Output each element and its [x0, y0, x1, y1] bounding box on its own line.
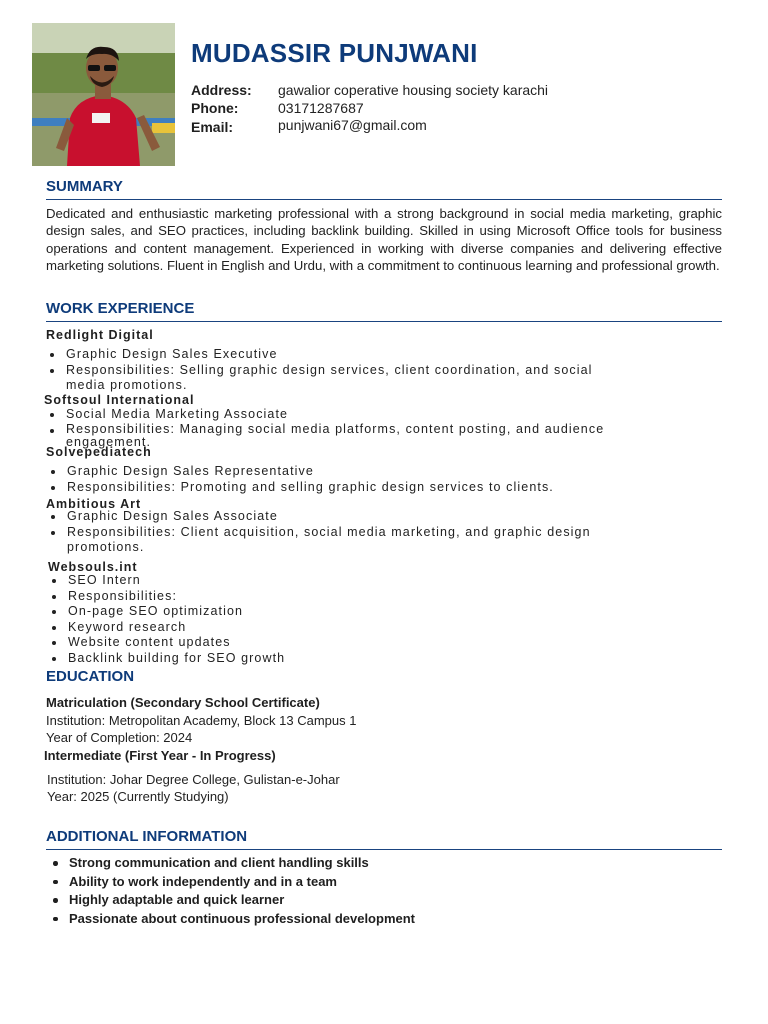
company-websouls: Websouls.int [48, 560, 138, 574]
education-heading: EDUCATION [46, 668, 135, 685]
email-value: punjwani67@gmail.com [278, 117, 427, 133]
company-solvepediatech: Solvepediatech [46, 445, 152, 459]
list-item: Responsibilities: Selling graphic design services, client coordination, and social media promotions. [46, 363, 606, 394]
address-label: Address: [191, 82, 252, 98]
list-item: Ability to work independently and in a team [49, 873, 415, 892]
phone-value: 03171287687 [278, 100, 364, 116]
job-list-softsoul [46, 407, 606, 449]
education-institution-2: Institution: Johar Degree College, Gulistan-e-Johar [47, 772, 340, 787]
list-item: Website content updates [48, 635, 608, 651]
additional-information-list [49, 854, 415, 928]
list-item: Passionate about continuous professional development [49, 910, 415, 929]
education-year-1: Year of Completion: 2024 [46, 730, 193, 745]
list-item: Responsibilities: [48, 589, 608, 605]
list-item: Social Media Marketing Associate [46, 407, 606, 423]
list-item: On-page SEO optimization [48, 604, 608, 620]
profile-photo [32, 23, 175, 166]
list-item: Highly adaptable and quick learner [49, 891, 415, 910]
address-value: gawalior coperative housing society karachi [278, 82, 549, 98]
list-item: Responsibilities: Managing social media platforms, content posting, and audience engagement. [46, 423, 606, 449]
summary-heading: SUMMARY [46, 178, 722, 200]
list-item: Backlink building for SEO growth [48, 651, 608, 667]
work-experience-heading: WORK EXPERIENCE [46, 300, 722, 322]
summary-text: Dedicated and enthusiastic marketing professional with a strong background in social media marketing, graphic design sales, and SEO practices, including backlink building. Skilled in using Microsoft Office tools for business operations and content management. Experienced in working with diverse companies and delivering effective marketing solutions. Fluent in English and Urdu, with a commitment to continuous learning and professional growth. [46, 206, 722, 274]
job-list-ambitious-art [47, 509, 607, 556]
job-list-redlight [46, 347, 606, 394]
list-item: Responsibilities: Promoting and selling graphic design services to clients. [47, 480, 637, 496]
education-degree-2: Intermediate (First Year - In Progress) [44, 748, 276, 763]
education-degree-1: Matriculation (Secondary School Certificate) [46, 695, 320, 710]
list-item: Strong communication and client handling skills [49, 854, 415, 873]
list-item: Keyword research [48, 620, 608, 636]
job-list-websouls [48, 573, 608, 666]
list-item: Graphic Design Sales Executive [46, 347, 606, 363]
phone-label: Phone: [191, 100, 239, 116]
job-list-solvepediatech [47, 464, 637, 495]
list-item: Responsibilities: Client acquisition, social media marketing, and graphic design promotions. [47, 525, 607, 556]
list-item: SEO Intern [48, 573, 608, 589]
education-year-2: Year: 2025 (Currently Studying) [47, 789, 229, 804]
company-softsoul-international: Softsoul International [44, 393, 195, 407]
company-redlight-digital: Redlight Digital [46, 328, 154, 342]
additional-information-heading: ADDITIONAL INFORMATION [46, 828, 722, 850]
education-institution-1: Institution: Metropolitan Academy, Block 13 Campus 1 [46, 713, 357, 728]
list-item: Graphic Design Sales Representative [47, 464, 637, 480]
person-photo-icon [32, 23, 175, 166]
list-item: Graphic Design Sales Associate [47, 509, 607, 525]
company-ambitious-art: Ambitious Art [46, 497, 142, 511]
candidate-name: MUDASSIR PUNJWANI [191, 38, 478, 68]
email-label: Email: [191, 119, 234, 135]
